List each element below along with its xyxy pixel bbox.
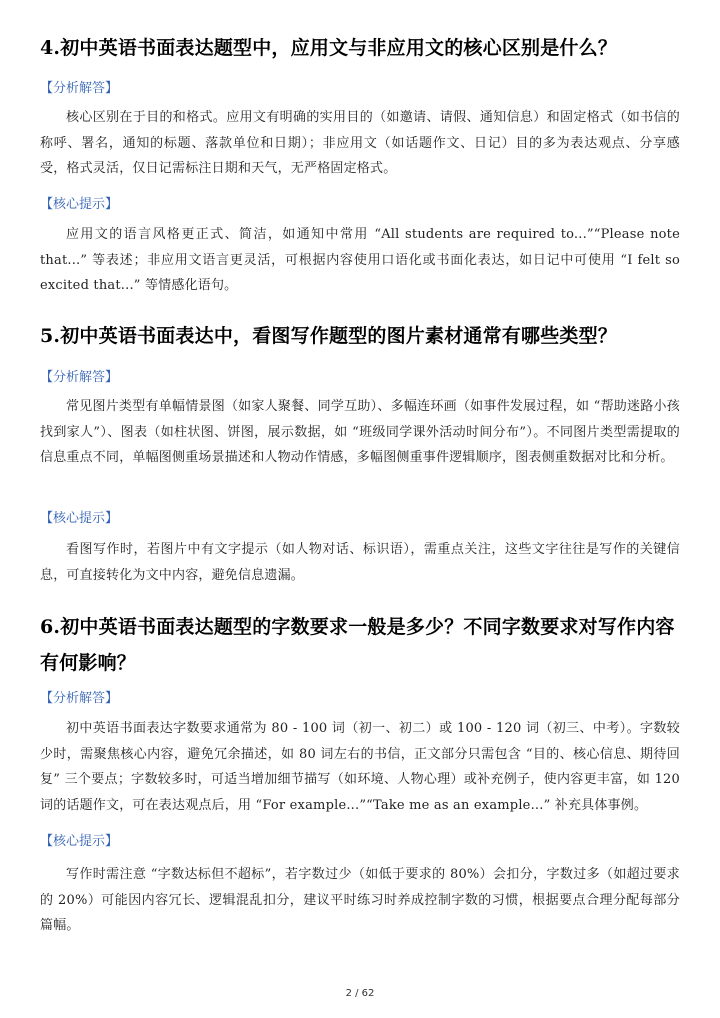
question-4-analysis-tag: 【分析解答】 <box>40 81 119 96</box>
question-4-hint: 应用文的语言风格更正式、简洁，如通知中常用 “All students are required to...”“Please note that...” 等表述；非应用文语言更灵活，可根据内容使用口语化或书面化表达，如日记中可使用 “I felt so excited that...” 等情感化语句。 <box>40 227 680 293</box>
page-number: 2 / 62 <box>345 988 375 999</box>
question-4-hint-tag: 【核心提示】 <box>40 197 119 212</box>
question-5-title: 5.初中英语书面表达中，看图写作题型的图片素材通常有哪些类型？ <box>40 325 618 347</box>
question-6-hint: 写作时需注意 “字数达标但不超标”，若字数过少（如低于要求的 80%）会扣分，字数过多（如超过要求的 20%）可能因内容冗长、逻辑混乱扣分，建议平时练习时养成控制字数的习惯，根据要点合理分配每部分篇幅。 <box>40 867 680 933</box>
question-6-hint-tag: 【核心提示】 <box>40 834 119 849</box>
question-6-analysis-tag: 【分析解答】 <box>40 691 119 706</box>
question-6-analysis: 初中英语书面表达字数要求通常为 80 - 100 词（初一、初二）或 100 - 120 词（初三、中考）。字数较少时，需聚焦核心内容，避免冗余描述，如 80 词左右的书信，正文部分只需包含 “目的、核心信息、期待回复” 三个要点；字数较多时，可适当增加细节描写（如环境、人物心理）或补充例子，使内容更丰富，如 120 词的话题作文，可在表达观点后，用 “For example...”“Take me as an example...” 补充具体事例。 <box>40 721 680 813</box>
question-5-hint: 看图写作时，若图片中有文字提示（如人物对话、标识语），需重点关注，这些文字往往是写作的关键信息，可直接转化为文中内容，避免信息遗漏。 <box>40 542 680 583</box>
question-4-analysis: 核心区别在于目的和格式。应用文有明确的实用目的（如邀请、请假、通知信息）和固定格式（如书信的称呼、署名，通知的标题、落款单位和日期）；非应用文（如话题作文、日记）目的多为表达观点、分享感受，格式灵活，仅日记需标注日期和天气，无严格固定格式。 <box>40 110 680 176</box>
question-5-analysis: 常见图片类型有单幅情景图（如家人聚餐、同学互助）、多幅连环画（如事件发展过程，如 “帮助迷路小孩找到家人”）、图表（如柱状图、饼图，展示数据，如 “班级同学课外活动时间分布”）。不同图片类型需提取的信息重点不同，单幅图侧重场景描述和人物动作情感，多幅图侧重事件逻辑顺序，图表侧重数据对比和分析。 <box>40 399 680 465</box>
question-5-hint-tag: 【核心提示】 <box>40 511 119 526</box>
question-4-title: 4.初中英语书面表达题型中，应用文与非应用文的核心区别是什么？ <box>40 37 618 59</box>
question-5-analysis-tag: 【分析解答】 <box>40 370 119 385</box>
question-6-title: 6.初中英语书面表达题型的字数要求一般是多少？不同字数要求对写作内容有何影响？ <box>40 616 675 674</box>
